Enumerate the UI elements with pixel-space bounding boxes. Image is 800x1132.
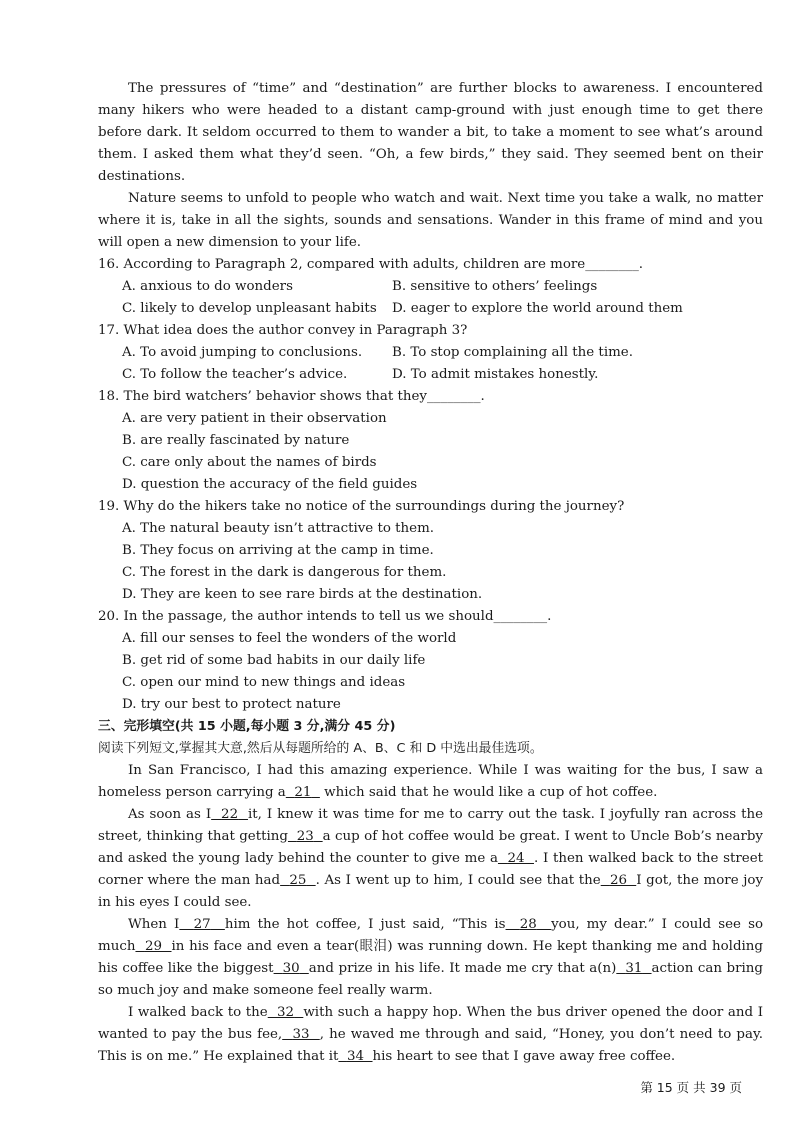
section-heading: 三、完形填空(共 15 小题,每小题 3 分,满分 45 分) xyxy=(98,719,396,734)
option-c: C. open our mind to new things and ideas xyxy=(122,675,406,690)
option-b: B. are really fascinated by nature xyxy=(122,433,350,448)
option-d: D. question the accuracy of the field guides xyxy=(122,477,418,492)
option-a: A. fill our senses to feel the wonders of the world xyxy=(122,631,457,646)
question-17-options xyxy=(122,364,763,386)
question-17-options xyxy=(122,342,763,364)
option-d: D. To admit mistakes honestly. xyxy=(392,367,599,382)
page-number: 第 15 页 共 39 页 xyxy=(640,1080,742,1095)
cloze-blank-21: 21 xyxy=(294,785,312,800)
option-a: A. are very patient in their observation xyxy=(122,411,387,426)
option-b: B. They focus on arriving at the camp in time. xyxy=(122,543,434,558)
section-instruction: 阅读下列短文,掌握其大意,然后从每题所给的 A、B、C 和 D 中选出最佳选项。 xyxy=(98,741,543,756)
option-b: B. sensitive to others’ feelings xyxy=(392,279,598,294)
option-b: B. get rid of some bad habits in our daily life xyxy=(122,653,426,668)
option-b: B. To stop complaining all the time. xyxy=(392,345,633,360)
option-d: D. They are keen to see rare birds at the destination. xyxy=(122,587,483,602)
passage-paragraph: Nature seems to unfold to people who watch and wait. Next time you take a walk, no matter where it is, take in all the sights, sounds and sensations. Wander in this frame of mind and you will open a new dimension to your life. xyxy=(98,191,763,250)
option-c: C. To follow the teacher’s advice. xyxy=(122,367,348,382)
question-16-stem: 16. According to Paragraph 2, compared with adults, children are more________. xyxy=(98,257,644,272)
cloze-blank-27: 27 xyxy=(193,917,211,932)
option-c: C. The forest in the dark is dangerous for them. xyxy=(122,565,447,580)
cloze-blank-22: 22 xyxy=(221,807,239,822)
cloze-blank-23: 23 xyxy=(296,829,314,844)
option-a: A. The natural beauty isn’t attractive to them. xyxy=(122,521,435,536)
cloze-paragraph: In San Francisco, I had this amazing experience. While I was waiting for the bus, I saw a homeless person carrying a 21 which said that he would like a cup of hot coffee. xyxy=(98,763,763,800)
cloze-blank-26: 26 xyxy=(609,873,627,888)
question-17-stem: 17. What idea does the author convey in Paragraph 3? xyxy=(98,323,468,338)
question-16-options xyxy=(122,276,763,298)
cloze-paragraph: I walked back to the 32 with such a happy hop. When the bus driver opened the door and I wanted to pay the bus fee, 33 , he waved me through and said, “Honey, you don’t need to pay. This is on me.” He explained that it 34 his heart to see that I gave away free coffee. xyxy=(98,1005,764,1064)
question-19-stem: 19. Why do the hikers take no notice of the surroundings during the journey? xyxy=(98,499,625,514)
question-20-stem: 20. In the passage, the author intends to tell us we should________. xyxy=(98,609,552,624)
cloze-blank-32: 32 xyxy=(277,1005,295,1020)
cloze-blank-28: 28 xyxy=(519,917,537,932)
cloze-blank-33: 33 xyxy=(292,1027,310,1042)
cloze-blank-29: 29 xyxy=(144,939,162,954)
cloze-blank-34: 34 xyxy=(346,1049,364,1064)
document-page xyxy=(98,78,763,1068)
passage-paragraph: The pressures of “time” and “destination” are further blocks to awareness. I encountered many hikers who were headed to a distant camp-ground with just enough time to get there before dark. It seldom occurred to them to wander a bit, to take a moment to see what’s around them. I asked them what they’d seen. “Oh, a few birds,” they said. They seemed bent on their destinations. xyxy=(98,81,763,184)
option-d: D. try our best to protect nature xyxy=(122,697,341,712)
cloze-paragraph: As soon as I 22 it, I knew it was time for me to carry out the task. I joyfully ran across the street, thinking that getting 23 a cup of hot coffee would be great. I went to Uncle Bob’s nearby and asked the young lady behind the counter to give me a 24 . I then walked back to the street corner where the man had 25 . As I went up to him, I could see that the 26 I got, the more joy in his eyes I could see. xyxy=(98,807,764,910)
cloze-blank-24: 24 xyxy=(507,851,525,866)
question-18-stem: 18. The bird watchers’ behavior shows that they________. xyxy=(98,389,485,404)
cloze-blank-31: 31 xyxy=(625,961,643,976)
option-c: C. likely to develop unpleasant habits xyxy=(122,301,377,316)
cloze-blank-30: 30 xyxy=(282,961,300,976)
cloze-blank-25: 25 xyxy=(289,873,307,888)
option-c: C. care only about the names of birds xyxy=(122,455,377,470)
option-a: A. To avoid jumping to conclusions. xyxy=(122,345,363,360)
cloze-paragraph: When I 27 him the hot coffee, I just said, “This is 28 you, my dear.” I could see so much 29 in his face and even a tear(眼泪) was running down. He kept thanking me and holding his coffee like the biggest 30 and prize in his life. It made me cry that a(n) 31 action can bring so much joy and make someone feel really warm. xyxy=(98,917,764,998)
option-a: A. anxious to do wonders xyxy=(122,279,293,294)
option-d: D. eager to explore the world around them xyxy=(392,301,683,316)
question-16-options xyxy=(122,298,763,320)
